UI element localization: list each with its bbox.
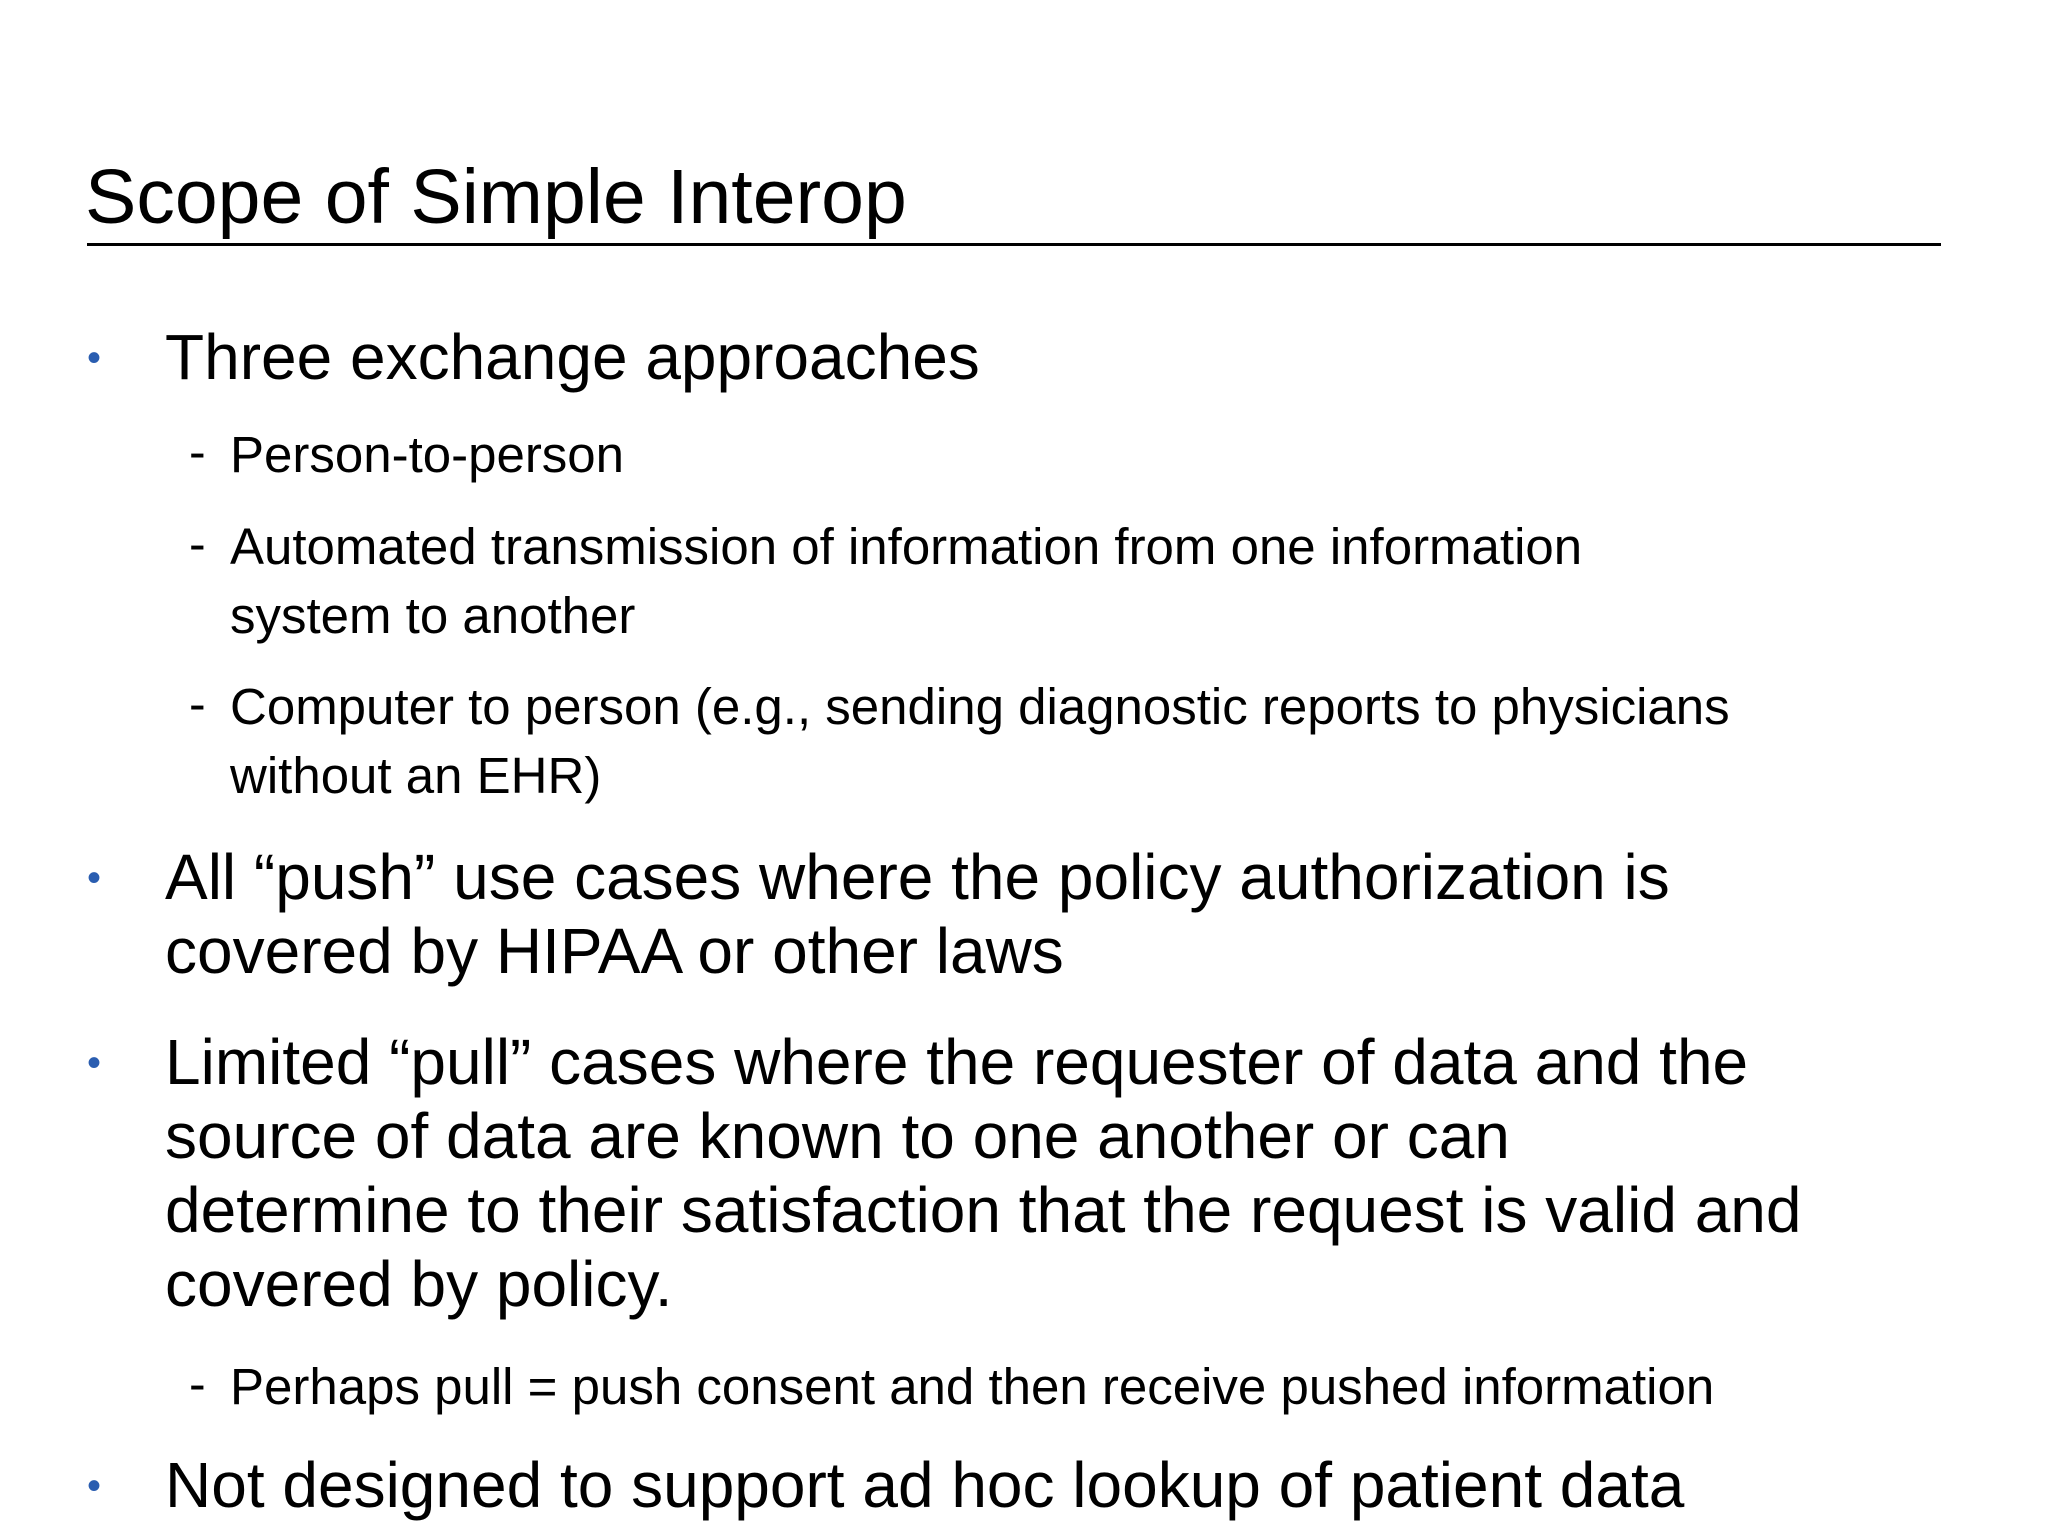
bullet-dot-icon: • (87, 1041, 102, 1085)
sub-text: Perhaps pull = push consent and then receive pushed information (230, 1358, 1715, 1415)
dash-icon: - (189, 676, 206, 732)
bullet-dot-icon: • (87, 336, 102, 380)
dash-icon: - (189, 516, 206, 572)
bullet-text: Not designed to support ad hoc lookup of patient data (165, 1449, 1685, 1521)
slide-title: Scope of Simple Interop (85, 154, 907, 240)
bullet-dot-icon: • (87, 856, 102, 900)
bullet-text: Limited “pull” cases where the requester of data and the source of data are known to one another or can determine to their satisfaction that the request is valid and covered by policy. (165, 1026, 1802, 1320)
bullet-text: All “push” use cases where the policy authorization is covered by HIPAA or other laws (165, 841, 1670, 987)
sub-text: Computer to person (e.g., sending diagnostic reports to physicians without an EHR) (230, 678, 1730, 804)
dash-icon: - (189, 424, 206, 480)
bullet-text: Three exchange approaches (165, 321, 980, 393)
sub-text: Person-to-person (230, 426, 625, 483)
sub-text: Automated transmission of information from one information system to another (230, 518, 1583, 644)
dash-icon: - (189, 1356, 206, 1412)
title-underline (87, 243, 1941, 246)
bullet-dot-icon: • (87, 1464, 102, 1508)
